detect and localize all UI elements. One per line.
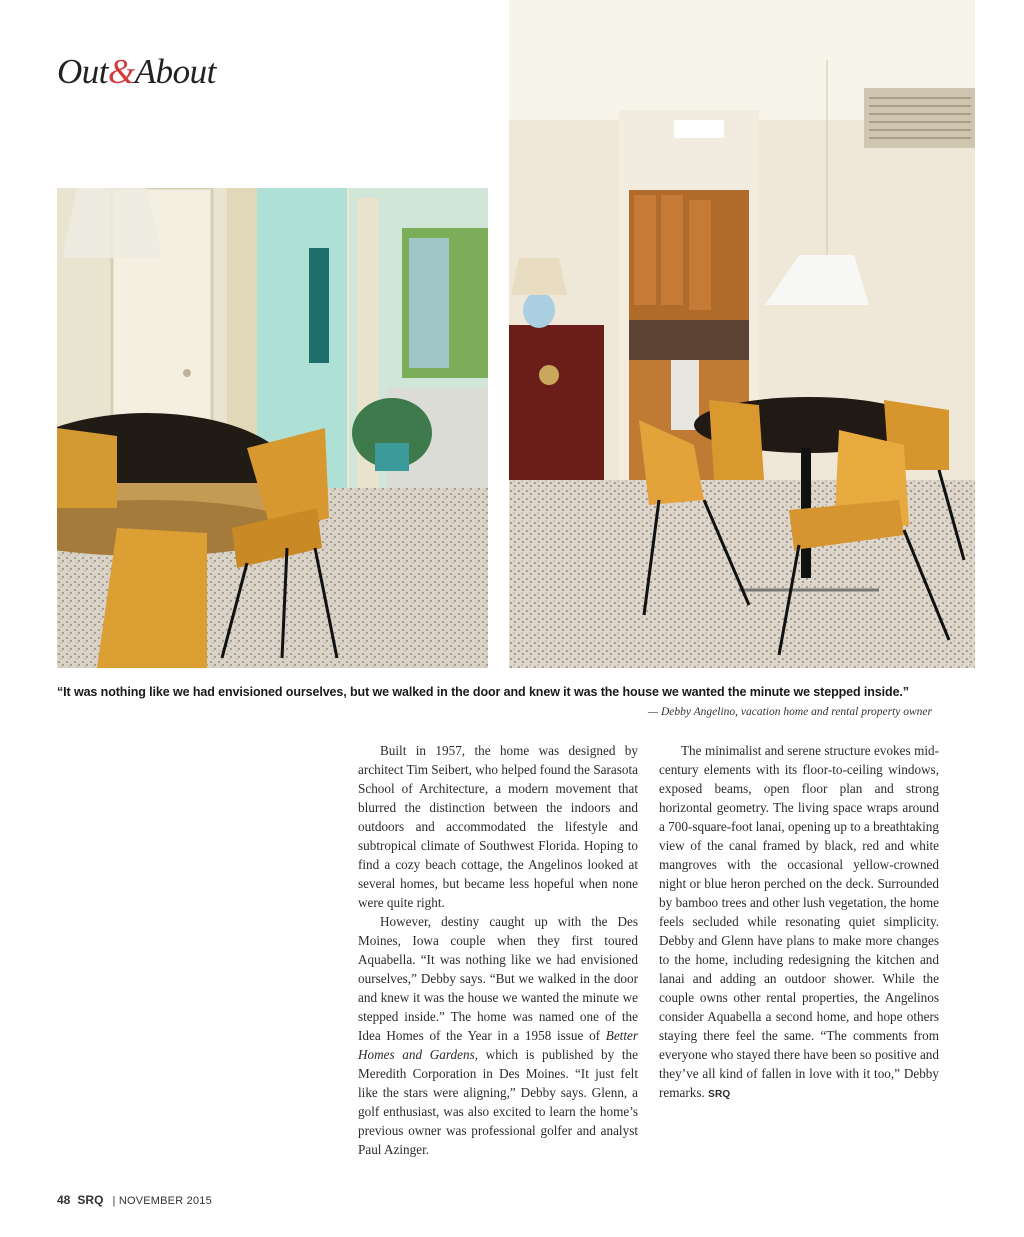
- section-title: [57, 52, 216, 92]
- article-column-2: [659, 741, 939, 1104]
- article-text: which is published by the Meredith Corporation in Des Moines. “It just felt like the stars were aligning,” Debby says. Glenn, a golf enthusiast, was also excited to learn the home’s previous owner was professional golfer and analyst Paul Azinger.: [358, 1047, 638, 1157]
- section-title-word2: About: [134, 52, 216, 91]
- issue-date: | NOVEMBER 2015: [112, 1195, 212, 1207]
- article-text: The minimalist and serene structure evokes mid-century elements with its floor-to-ceiling windows, exposed beams, open floor plan and strong horizontal geometry. The living space wraps around a 700-square-foot lanai, opening up to a breathtaking view of the canal framed by black, red and white mangroves with the occasional yellow-crowned night or blue heron perched on the deck. Surrounded by bamboo trees and other lush vegetation, the home feels secluded while resonating quiet simplicity. Debby and Glenn have plans to make more changes to the home, including redesigning the kitchen and lanai and adding an outdoor shower. While the couple owns other rental properties, the Angelinos consider Aquabella a second home, and hope others staying there feel the same. “The comments from everyone who stayed there have been so positive and they’ve all kind of fallen in love with it too,” Debby remarks.: [659, 743, 939, 1100]
- article-end-mark: SRQ: [708, 1089, 731, 1100]
- article-text: However, destiny caught up with the Des Moines, Iowa couple when they first toured Aquabella. “It was nothing like we had envisioned ourselves,” Debby says. “But we walked in the door and knew it was the house we wanted the minute we stepped inside.” The home was named one of the Idea Homes of the Year in a 1958 issue of: [358, 914, 638, 1043]
- article-paragraph: [659, 741, 939, 1104]
- pull-quote-attribution: — Debby Angelino, vacation home and rental property owner: [647, 706, 932, 718]
- article-paragraph: Built in 1957, the home was designed by architect Tim Seibert, who helped found the Sarasota School of Architecture, a modern movement that blurred the distinction between the indoors and outdoors and accommodated the lifestyle and subtropical climate of Southwest Florida. Hoping to find a cozy beach cottage, the Angelinos looked at several homes, but became less hopeful when none were quite right.: [358, 743, 638, 910]
- photo-dining-kitchen-view: [509, 0, 975, 668]
- page-number: 48: [57, 1193, 71, 1207]
- pull-quote: “It was nothing like we had envisioned ourselves, but we walked in the door and knew it was the house we wanted the minute we stepped inside.”: [57, 685, 909, 699]
- magazine-name: SRQ: [77, 1193, 104, 1207]
- photo-dining-glass-door: [57, 188, 488, 668]
- section-title-ampersand: &: [108, 52, 135, 91]
- article-column-1: [358, 741, 638, 1159]
- section-title-word1: Out: [57, 52, 108, 91]
- page-folio: [57, 1193, 212, 1207]
- publication-title: Better Homes and Gardens,: [358, 1028, 638, 1062]
- article-paragraph: [358, 912, 638, 1159]
